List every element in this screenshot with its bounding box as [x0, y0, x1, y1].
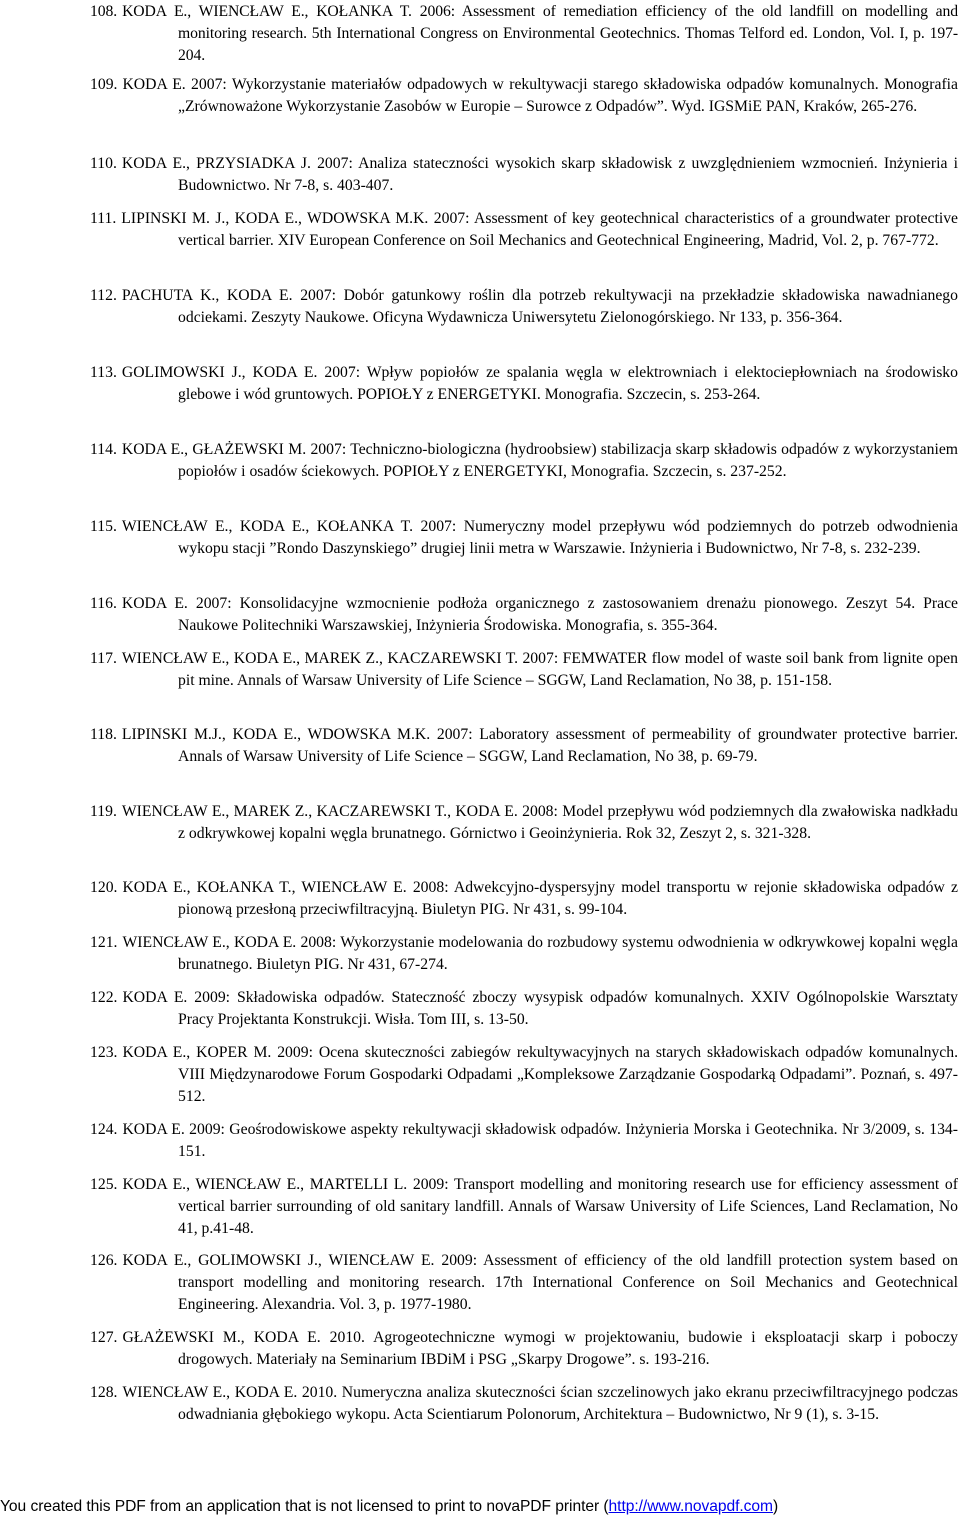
reference-item: [90, 516, 958, 560]
reference-text: WIENCŁAW E., KODA E. 2008: Wykorzystanie modelowania do rozbudowy systemu odwodnienia w odkrywkowej kopalni węgla brunatnego. Biuletyn PIG. Nr 431, 67-274.: [122, 934, 958, 973]
reference-number: 125.: [90, 1176, 118, 1193]
reference-number: 114.: [90, 441, 117, 458]
reference-number: 118.: [90, 726, 117, 743]
reference-number: 119.: [90, 803, 117, 820]
reference-item: [90, 648, 958, 692]
reference-number: 120.: [90, 879, 118, 896]
reference-text: LIPINSKI M. J., KODA E., WDOWSKA M.K. 2007: Assessment of key geotechnical characteristics of a groundwater protective vertical barrier. XIV European Conference on Soil Mechanics and Geotechnical Engineering, Madrid, Vol. 2, p. 767-772.: [121, 210, 958, 249]
reference-text: KODA E., GOLIMOWSKI J., WIENCŁAW E. 2009: Assessment of efficiency of the old landfill protection system based on transport modelling and monitoring research. 17th International Conference on Soil Mechanics and Geotechnical Engineering. Alexandria. Vol. 3, p. 1977-1980.: [122, 1252, 958, 1313]
reference-item: [90, 724, 958, 768]
reference-item: [90, 987, 958, 1031]
reference-text: KODA E., WIENCŁAW E., MARTELLI L. 2009: Transport modelling and monitoring research use for efficiency assessment of vertical barrier surrounding of old sanitary landfill. Annals of Warsaw University of Life Sciences, Land Reclamation, No 41, p.41-48.: [122, 1176, 958, 1237]
reference-text: WIENCŁAW E., KODA E., KOŁANKA T. 2007: Numeryczny model przepływu wód podziemnych do potrzeb odwodnienia wykopu stacji ”Rondo Daszynskiego” drugiej linii metra w Warszawie. Inżynieria i Budownictwo, Nr 7-8, s. 232-239.: [121, 518, 958, 557]
reference-item: [90, 362, 958, 406]
reference-text: GŁAŻEWSKI M., KODA E. 2010. Agrogeotechniczne wymogi w projektowaniu, budowie i eksploatacji skarp i poboczy drogowych. Materiały na Seminarium IBDiM i PSG „Skarpy Drogowe”. s. 193-216.: [122, 1329, 958, 1368]
reference-text: KODA E. 2007: Wykorzystanie materiałów odpadowych w rekultywacji starego składowiska odpadów komunalnych. Monografia „Zrównoważone Wykorzystanie Zasobów w Europie – Surowce z Odpadów”. Wyd. IGSMiE PAN, Kraków, 265-276.: [122, 76, 958, 115]
reference-item: [90, 208, 958, 252]
reference-text: KODA E., KOPER M. 2009: Ocena skuteczności zabiegów rekultywacyjnych na starych składowiskach odpadów komunalnych. VIII Międzynarodowe Forum Gospodarki Odpadami „Kompleksowe Zarządzanie Gospodarką Odpadami”. Poznań, s. 497-512.: [122, 1044, 958, 1105]
reference-text: KODA E., GŁAŻEWSKI M. 2007: Techniczno-biologiczna (hydroobsiew) stabilizacja skarp składowis odpadów z wykorzystaniem popiołów i osadów ściekowych. POPIOŁY z ENERGETYKI, Monografia. Szczecin, s. 237-252.: [121, 441, 958, 480]
license-footer: [0, 1497, 960, 1517]
reference-item: [90, 593, 958, 637]
reference-number: 121.: [90, 934, 118, 951]
reference-number: 127.: [90, 1329, 118, 1346]
reference-number: 123.: [90, 1044, 118, 1061]
footer-text-end: ): [773, 1498, 779, 1515]
reference-item: [90, 1042, 958, 1108]
reference-number: 112.: [90, 287, 117, 304]
reference-number: 113.: [90, 364, 117, 381]
reference-item: [90, 1119, 958, 1163]
reference-number: 109.: [90, 76, 118, 93]
reference-item: [90, 1, 958, 67]
reference-item: [90, 801, 958, 845]
reference-number: 117.: [90, 650, 117, 667]
reference-text: KODA E. 2009: Geośrodowiskowe aspekty rekultywacji składowisk odpadów. Inżynieria Morska i Geotechnika. Nr 3/2009, s. 134-151.: [122, 1121, 958, 1160]
reference-item: [90, 932, 958, 976]
reference-item: [90, 1382, 958, 1426]
reference-text: LIPINSKI M.J., KODA E., WDOWSKA M.K. 2007: Laboratory assessment of permeability of groundwater protective barrier. Annals of Warsaw University of Life Science – SGGW, Land Reclamation, No 38, p. 69-79.: [121, 726, 958, 765]
reference-text: KODA E. 2009: Składowiska odpadów. Stateczność zboczy wysypisk odpadów komunalnych. XXIV Ogólnopolskie Warsztaty Pracy Projektanta Konstrukcji. Wisła. Tom III, s. 13-50.: [122, 989, 958, 1028]
reference-number: 115.: [90, 518, 117, 535]
reference-text: KODA E., PRZYSIADKA J. 2007: Analiza stateczności wysokich skarp składowisk z uwzględnieniem wzmocnień. Inżynieria i Budownictwo. Nr 7-8, s. 403-407.: [121, 155, 958, 194]
footer-text: You created this PDF from an application that is not licensed to print to novaPDF printer (: [0, 1498, 609, 1515]
reference-number: 116.: [90, 595, 117, 612]
reference-text: WIENCŁAW E., KODA E. 2010. Numeryczna analiza skuteczności ścian szczelinowych jako ekranu przeciwfiltracyjnego podczas odwadniania głębokiego wykopu. Acta Scientiarum Polonorum, Architektura – Budownictwo, Nr 9 (1), s. 3-15.: [122, 1384, 958, 1423]
reference-number: 128.: [90, 1384, 118, 1401]
reference-item: [90, 153, 958, 197]
reference-number: 111.: [90, 210, 117, 227]
reference-text: WIENCŁAW E., MAREK Z., KACZAREWSKI T., KODA E. 2008: Model przepływu wód podziemnych dla zwałowiska nadkładu z odkrywkowej kopalni węgla brunatnego. Górnictwo i Geoinżynieria. Rok 32, Zeszyt 2, s. 321-328.: [121, 803, 958, 842]
reference-item: [90, 1250, 958, 1316]
reference-item: [90, 877, 958, 921]
reference-item: [90, 439, 958, 483]
reference-item: [90, 1174, 958, 1240]
reference-number: 110.: [90, 155, 117, 172]
reference-number: 126.: [90, 1252, 118, 1269]
reference-text: KODA E., KOŁANKA T., WIENCŁAW E. 2008: Adwekcyjno-dyspersyjny model transportu w rejonie składowiska odpadów z pionową przesłoną przeciwfiltracyjną. Biuletyn PIG. Nr 431, s. 99-104.: [122, 879, 958, 918]
reference-item: [90, 1327, 958, 1371]
novapdf-link[interactable]: http://www.novapdf.com: [608, 1498, 773, 1515]
reference-number: 124.: [90, 1121, 118, 1138]
reference-text: GOLIMOWSKI J., KODA E. 2007: Wpływ popiołów ze spalania węgla w elektrowniach i elektociepłowniach na środowisko glebowe i wód gruntowych. POPIOŁY z ENERGETYKI. Monografia. Szczecin, s. 253-264.: [121, 364, 958, 403]
reference-item: [90, 74, 958, 118]
reference-text: KODA E. 2007: Konsolidacyjne wzmocnienie podłoża organicznego z zastosowaniem drenażu pionowego. Zeszyt 54. Prace Naukowe Politechniki Warszawskiej, Inżynieria Środowiska. Monografia, s. 355-364.: [121, 595, 958, 634]
reference-number: 122.: [90, 989, 118, 1006]
reference-item: [90, 285, 958, 329]
reference-text: KODA E., WIENCŁAW E., KOŁANKA T. 2006: Assessment of remediation efficiency of the old landfill on modelling and monitoring research. 5th International Congress on Environmental Geotechnics. Thomas Telford ed. London, Vol. I, p. 197-204.: [122, 3, 958, 64]
reference-number: 108.: [90, 3, 118, 20]
reference-text: PACHUTA K., KODA E. 2007: Dobór gatunkowy roślin dla potrzeb rekultywacji na przekładzie składowiska nawadnianego odciekami. Zeszyty Naukowe. Oficyna Wydawnicza Uniwersytetu Zielonogórskiego. Nr 133, p. 356-364.: [121, 287, 958, 326]
reference-text: WIENCŁAW E., KODA E., MAREK Z., KACZAREWSKI T. 2007: FEMWATER flow model of waste soil bank from lignite open pit mine. Annals of Warsaw University of Life Science – SGGW, Land Reclamation, No 38, p. 151-158.: [121, 650, 958, 689]
